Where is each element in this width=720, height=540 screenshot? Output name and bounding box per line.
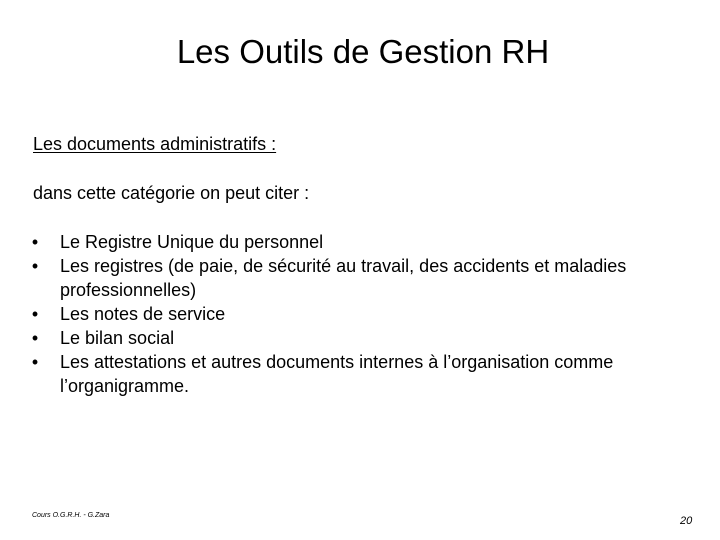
list-item [28,230,698,254]
slide-title: Les Outils de Gestion RH [176,33,550,70]
bullet-icon: • [31,232,39,252]
list-item [28,254,698,302]
list-item-text: Les attestations et autres documents internes à l’organisation comme l’organigramme. [60,352,614,396]
page-number: 20 [680,515,693,527]
list-item [28,350,698,398]
list-item-text: Le bilan social [60,328,175,348]
bullet-icon: • [31,304,39,324]
list-item-text: Les registres (de paie, de sécurité au travail, des accidents et maladies professionnelles) [60,256,627,300]
bullet-list [28,230,698,398]
bullet-icon: • [31,352,39,372]
list-item-text: Les notes de service [60,304,226,324]
section-heading: Les documents administratifs : [33,134,277,154]
list-item [28,326,698,350]
list-item [28,302,698,326]
intro-text: dans cette catégorie on peut citer : [33,183,310,203]
bullet-icon: • [31,256,39,276]
list-item-text: Le Registre Unique du personnel [60,232,324,252]
footer-credit: Cours O.G.R.H. - G.Zara [32,512,110,519]
bullet-icon: • [31,328,39,348]
